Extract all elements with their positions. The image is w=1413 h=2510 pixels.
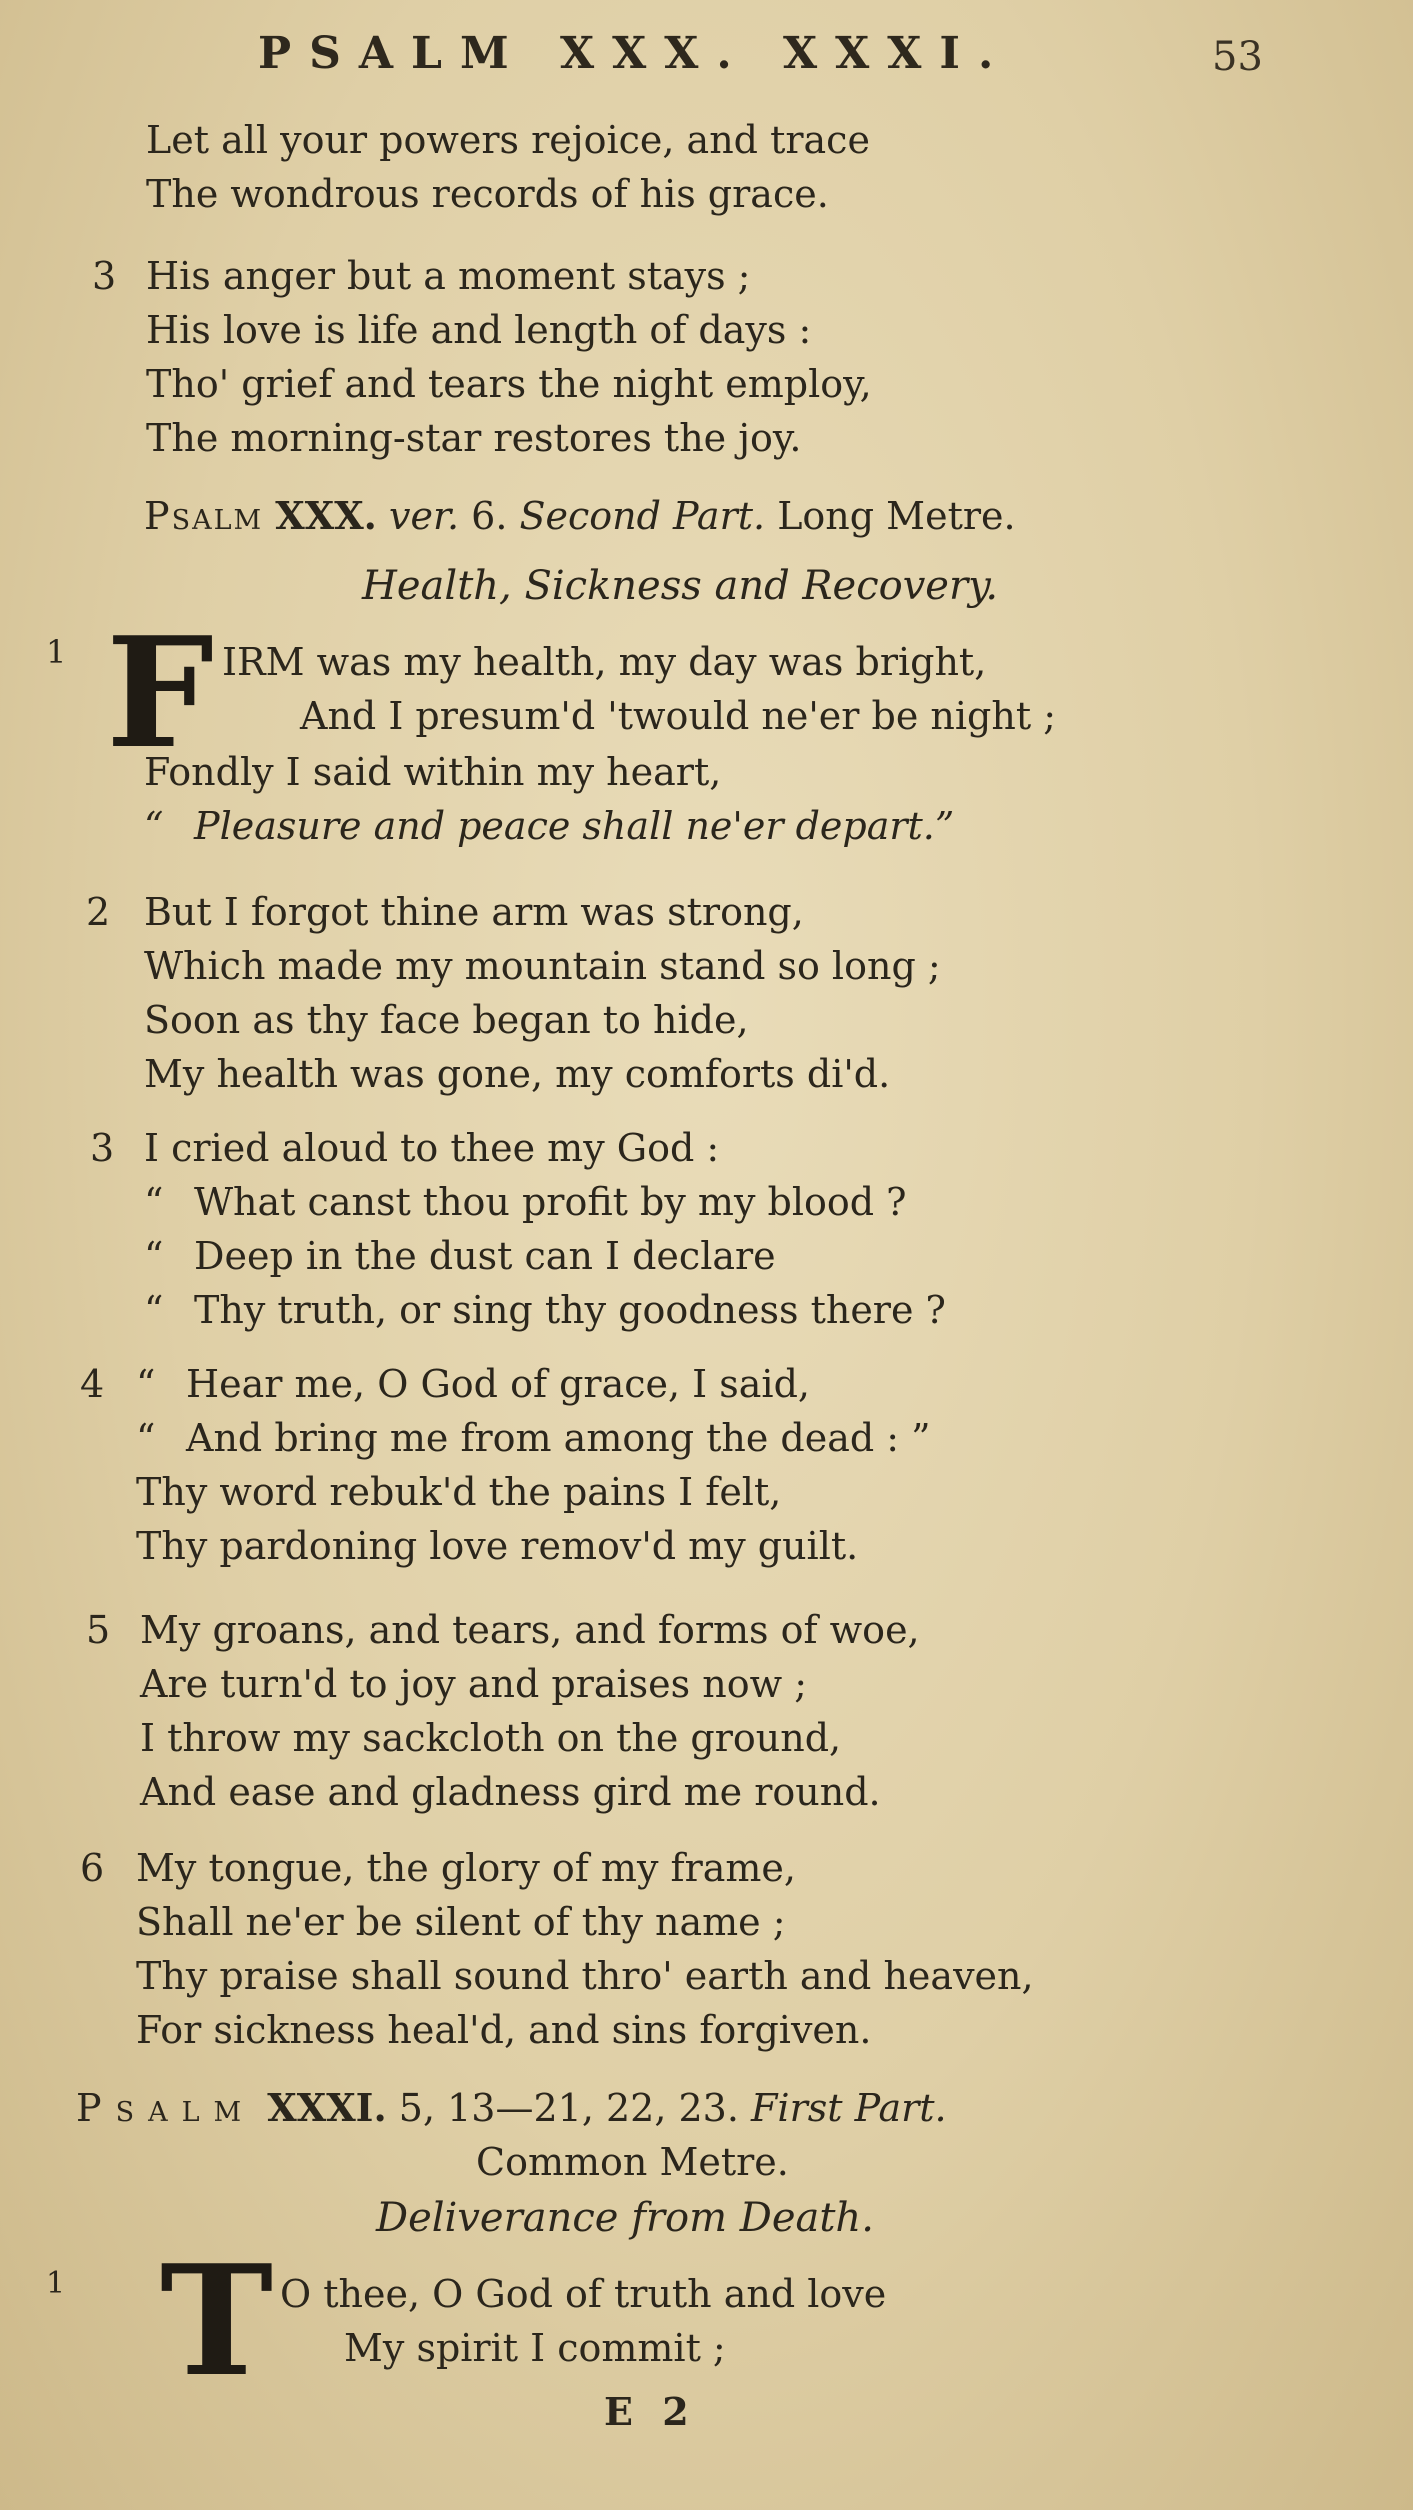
verse-line: Thy praise shall sound thro' earth and heaven,: [136, 1954, 1034, 1998]
heading-numeral: XXX.: [275, 493, 377, 538]
heading-metre: Long Metre.: [777, 494, 1016, 538]
verse-line: Shall ne'er be silent of thy name ;: [136, 1900, 786, 1944]
verse-line: IRM was my health, my day was bright,: [222, 640, 987, 684]
verse-line-quoted: [136, 1362, 810, 1406]
opening-line-2: The wondrous records of his grace.: [146, 172, 829, 216]
verse-line-text: What canst thou profit by my blood ?: [194, 1180, 907, 1224]
verse-line-quoted: [144, 1234, 776, 1278]
heading-part: First Part.: [751, 2086, 947, 2130]
verse-line: Soon as thy face began to hide,: [144, 998, 749, 1042]
signature-mark: E 2: [604, 2389, 697, 2434]
verse-line: Which made my mountain stand so long ;: [144, 944, 941, 988]
verse-line-text: Thy truth, or sing thy goodness there ?: [194, 1288, 946, 1332]
running-header: PSALM XXX. XXXI.: [258, 28, 1012, 79]
drop-cap: T: [160, 2231, 274, 2410]
verse-number: 4: [80, 1362, 105, 1406]
heading-verses: 5, 13—21, 22, 23.: [398, 2086, 739, 2130]
verse-line: My health was gone, my comforts di'd.: [144, 1052, 891, 1096]
verse-number: 2: [86, 890, 111, 934]
metre-label: Common Metre.: [476, 2140, 789, 2184]
verse-line: Fondly I said within my heart,: [144, 750, 722, 794]
opening-line-1: Let all your powers rejoice, and trace: [146, 118, 870, 162]
heading-numeral: XXXI.: [267, 2085, 387, 2130]
page-number: 53: [1212, 34, 1263, 80]
verse-line: My tongue, the glory of my frame,: [136, 1846, 796, 1890]
verse-line: His anger but a moment stays ;: [146, 254, 751, 298]
heading-part: Second Part.: [519, 494, 766, 538]
verse-line: And I presum'd 'twould ne'er be night ;: [300, 694, 1057, 738]
verse-line: Thy pardoning love remov'd my guilt.: [136, 1524, 859, 1568]
verse-line: I throw my sackcloth on the ground,: [140, 1716, 842, 1760]
verse-number: 3: [90, 1126, 115, 1170]
section-subtitle: Deliverance from Death.: [376, 2195, 874, 2241]
verse-line: For sickness heal'd, and sins forgiven.: [136, 2008, 872, 2052]
verse-line: My groans, and tears, and forms of woe,: [140, 1608, 920, 1652]
heading-ver: ver.: [389, 494, 460, 538]
verse-line: My spirit I commit ;: [344, 2326, 726, 2370]
quote-mark: “: [144, 804, 164, 848]
quote-mark: “: [144, 1234, 164, 1278]
verse-line: And ease and gladness gird me round.: [140, 1770, 881, 1814]
verse-number: 6: [80, 1846, 105, 1890]
verse-line: Thy word rebuk'd the pains I felt,: [136, 1470, 782, 1514]
verse-number: 1: [46, 2266, 66, 2301]
verse-line-text: Deep in the dust can I declare: [194, 1234, 776, 1278]
heading-verse-ref: 6.: [471, 494, 508, 538]
verse-line: But I forgot thine arm was strong,: [144, 890, 804, 934]
verse-line-quoted: [136, 1416, 931, 1460]
heading-psalm: Psalm: [76, 2086, 256, 2130]
quote-mark: “: [136, 1362, 156, 1406]
verse-number: 5: [86, 1608, 111, 1652]
section-heading: [76, 2086, 947, 2130]
section-heading: [144, 494, 1016, 538]
verse-line: Tho' grief and tears the night employ,: [146, 362, 872, 406]
drop-cap: F: [106, 603, 214, 782]
verse-line-quoted: [144, 804, 954, 848]
verse-line-quoted: [144, 1288, 946, 1332]
verse-line: The morning-star restores the joy.: [146, 416, 802, 460]
verse-line: Are turn'd to joy and praises now ;: [140, 1662, 808, 1706]
verse-line: O thee, O God of truth and love: [280, 2272, 887, 2316]
verse-line-text: And bring me from among the dead : ”: [186, 1416, 931, 1460]
verse-number: 3: [92, 254, 117, 298]
verse-line-quoted: [144, 1180, 907, 1224]
quote-mark: “: [144, 1288, 164, 1332]
verse-line-text: Pleasure and peace shall ne'er depart.”: [194, 804, 955, 848]
verse-line: I cried aloud to thee my God :: [144, 1126, 720, 1170]
verse-line-text: Hear me, O God of grace, I said,: [186, 1362, 810, 1406]
heading-psalm: Psalm: [144, 494, 264, 538]
verse-number: 1: [46, 633, 67, 671]
quote-mark: “: [136, 1416, 156, 1460]
verse-line: His love is life and length of days :: [146, 308, 812, 352]
quote-mark: “: [144, 1180, 164, 1224]
section-subtitle: Health, Sickness and Recovery.: [362, 563, 999, 609]
